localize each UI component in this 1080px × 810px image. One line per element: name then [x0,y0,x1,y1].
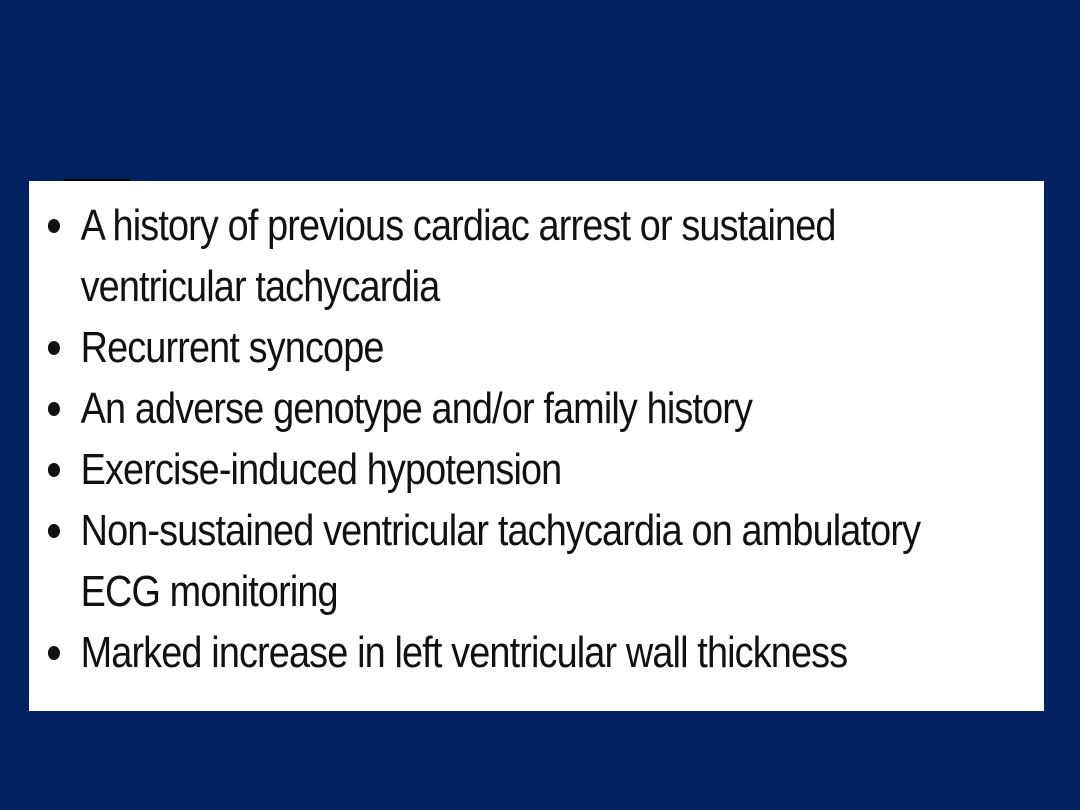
bullet-icon [48,463,60,477]
list-item [29,378,975,439]
list-item [29,500,975,622]
bullet-text: An adverse genotype and/or family history [80,384,753,433]
bullet-text: A history of previous cardiac arrest or sustained ventricular tachycardia [80,201,836,311]
bullet-icon [48,219,60,233]
bullet-list [29,195,1044,683]
bullet-text: Recurrent syncope [80,323,384,372]
list-item [29,195,975,317]
bullet-icon [48,341,60,355]
bullet-text: Marked increase in left ventricular wall thickness [80,628,848,677]
content-box [29,181,1044,711]
list-item [29,622,975,683]
list-item [29,317,975,378]
list-item [29,439,975,500]
bullet-text: Non-sustained ventricular tachycardia on ambulatory ECG monitoring [80,506,921,616]
bullet-icon [48,402,60,416]
bullet-icon [48,524,60,538]
bullet-text: Exercise-induced hypotension [80,445,562,494]
bullet-icon [48,646,60,660]
